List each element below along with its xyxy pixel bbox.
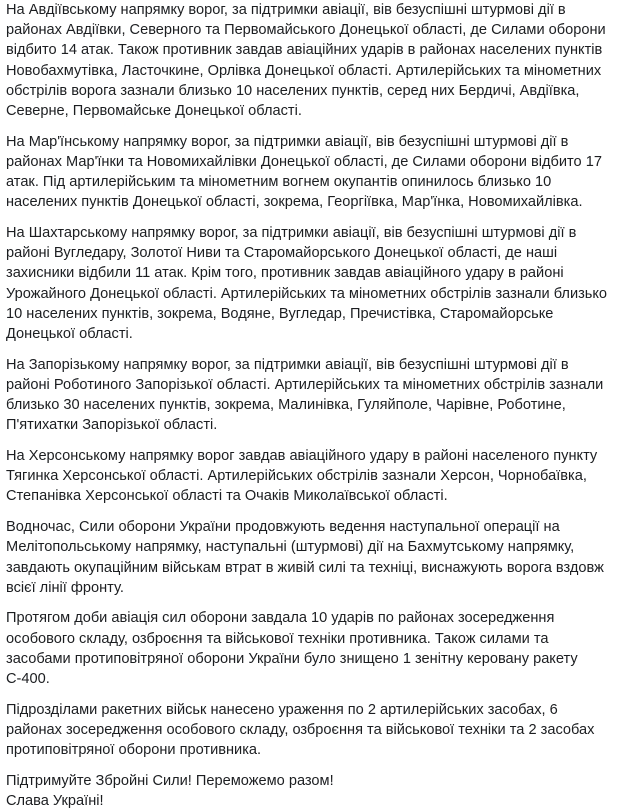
paragraph-shakhtarsk: На Шахтарському напрямку ворог, за підтримки авіації, вів безуспішні штурмові дії в районі Вугледару, Золотої Ниви та Старомайорського Донецької області, де наші захисники відбили 11 атак. Крім того, противник завдав авіаційного удару в районі Урожайного Донецької області. Артилерійських та мінометних обстрілів зазнали близько 10 населених пунктів, зокрема, Водяне, Вугледар, Пречистівка, Старомайорське Донецької області. bbox=[6, 225, 608, 343]
closing bbox=[6, 771, 612, 811]
closing-support-line: Підтримуйте Збройні Сили! Переможемо разом! bbox=[6, 772, 334, 789]
paragraph-zaporizhzhia: На Запорізькому напрямку ворог, за підтримки авіації, вів безуспішні штурмові дії в районі Роботиного Запорізької області. Артилерійських та мінометних обстрілів зазнали близько 30 населених пунктів, зокрема, Малинівка, Гуляйполе, Чарівне, Роботине, П'ятихатки Запорізької області. bbox=[6, 356, 604, 434]
paragraph-missile-troops: Підрозділами ракетних військ нанесено ураження по 2 артилерійських засобах, 6 районах зосередження особового складу, озброєння та військової техніки та 2 засобах протиповітряної оборони противника. bbox=[6, 701, 595, 759]
paragraph-offensive: Водночас, Сили оборони України продовжують ведення наступальної операції на Мелітопольському напрямку, наступальні (штурмові) дії на Бахмутському напрямку, завдають окупаційним військам втрат в живій силі та техніці, виснажують ворога вздовж всієї лінії фронту. bbox=[6, 519, 604, 596]
paragraph-kherson: На Херсонському напрямку ворог завдав авіаційного удару в районі населеного пункту Тягинка Херсонської області. Артилерійських обстрілів зазнали Херсон, Чорнобаївка, Степанівка Херсонської області та Очаків Миколаївської області. bbox=[6, 448, 598, 505]
paragraph-marinka: На Мар'їнському напрямку ворог, за підтримки авіації, вів безуспішні штурмові дії в районах Мар'їнки та Новомихайлівки Донецької області, де Силами оборони відбито 17 атак. Під артилерійським та мінометним вогнем окупантів опинилось близько 10 населених пунктів Донецької області, зокрема, Георгіївка, Мар'їнка, Новомихайлівка. bbox=[6, 133, 602, 211]
closing-glory-line: Слава Україні! bbox=[6, 793, 104, 810]
paragraph-aviation: Протягом доби авіація сил оборони завдала 10 ударів по районах зосередження особового складу, озброєння та військової техніки противника. Також силами та засобами протиповітряної оборони України було знищено 1 зенітну керовану ракету С-400. bbox=[6, 610, 578, 688]
paragraph-avdiivka: На Авдіївському напрямку ворог, за підтримки авіації, вів безуспішні штурмові дії в районах Авдіївки, Северного та Первомайського Донецької області, де Силами оборони відбито 14 атак. Також противник завдав авіаційних ударів в районах населених пунктів Новобахмутівка, Ласточкине, Орлівка Донецької області. Артилерійських та мінометних обстрілів ворога зазнали близько 10 населених пунктів, серед них Бердичі, Авдіївка, Северне, Первомайське Донецької області. bbox=[6, 2, 606, 120]
